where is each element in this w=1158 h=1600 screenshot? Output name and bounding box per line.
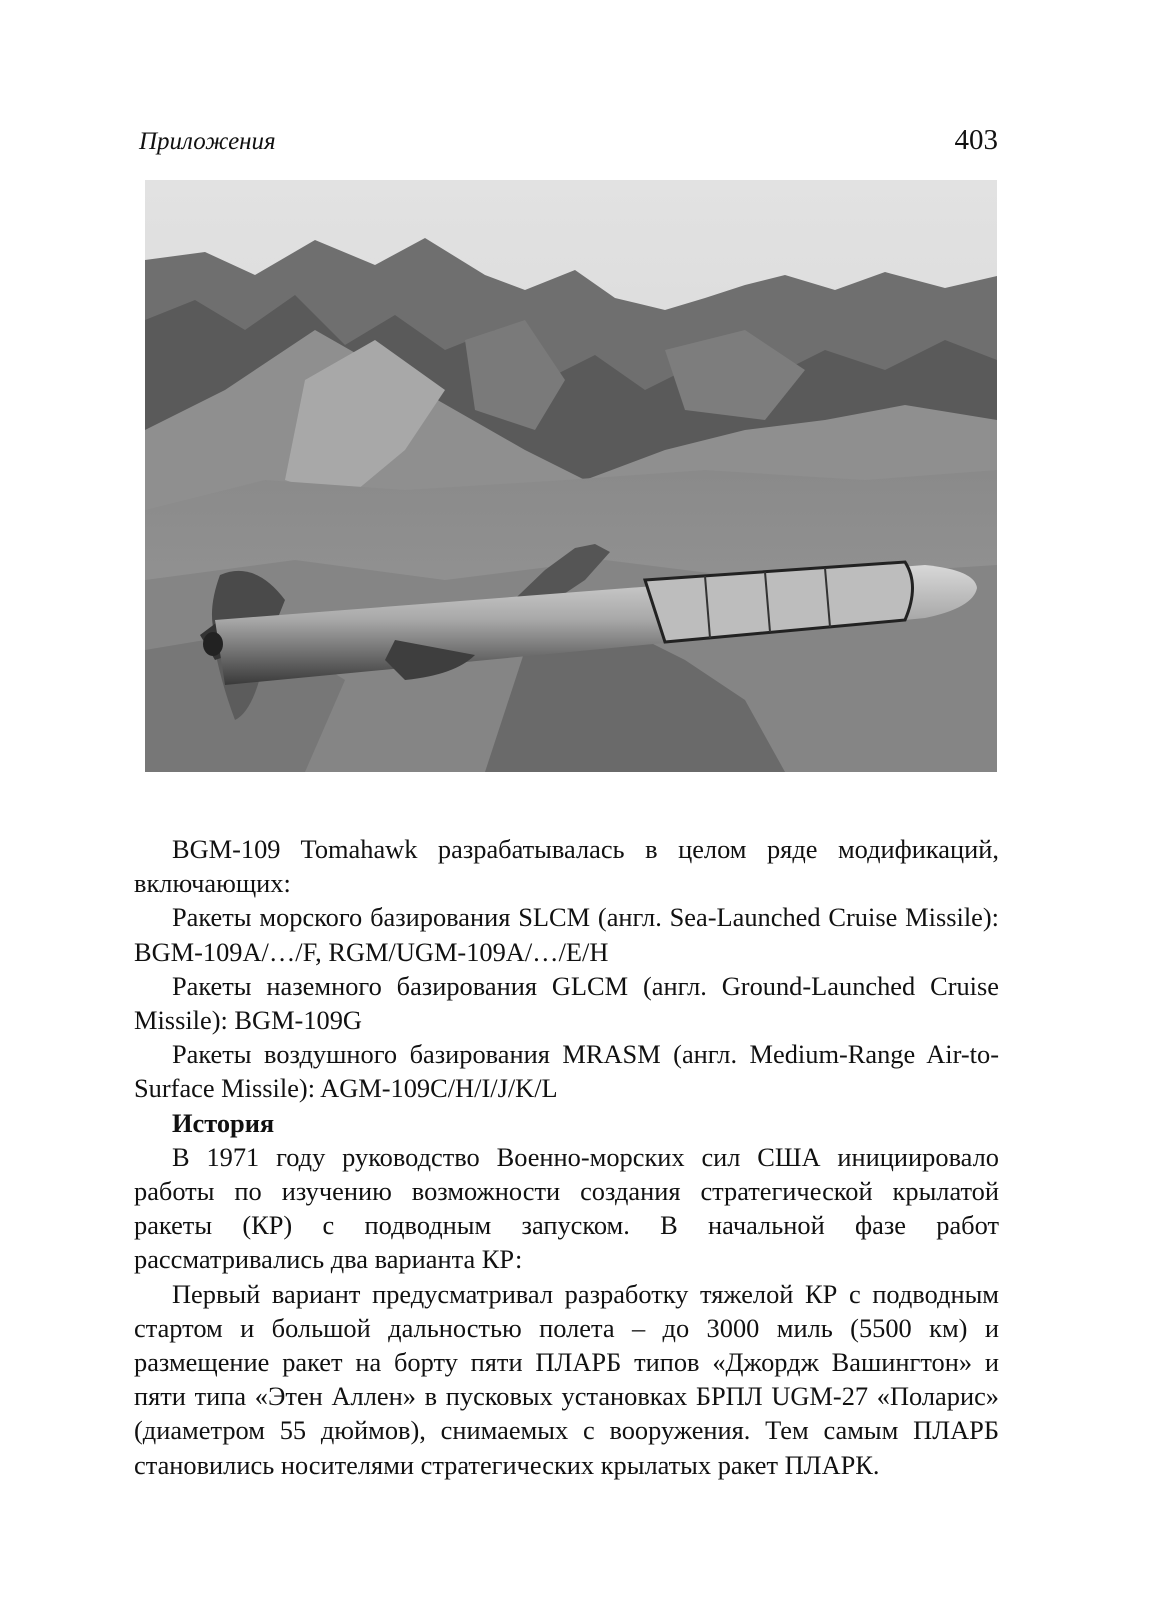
- history-paragraph-2: Первый вариант предусматривал разработку тяжелой КР с подводным стартом и большой дальностью полета – до 3000 миль (5500 км) и размещение ракет на борту пяти ПЛАРБ типов «Джордж Вашингтон» и пяти типа «Этен Аллен» в пусковых установках БРПЛ UGM-27 «Поларис» (диаметром 55 дюймов), снимаемых с вооружения. Тем самым ПЛАРБ становились носителями стратегических крылатых ракет ПЛАРК.: [134, 1278, 999, 1480]
- running-head: [139, 124, 998, 168]
- intro-paragraph: BGM-109 Tomahawk разрабатывалась в целом ряде модификаций, включающих:: [134, 834, 999, 899]
- section-title: Приложения: [139, 128, 276, 155]
- variant-mrasm: Ракеты воздушного базирования MRASM (англ. Medium-Range Air-to-Surface Missile): AGM-109C/H/I/J/K/L: [134, 1039, 999, 1104]
- variant-slcm: Ракеты морского базирования SLCM (англ. Sea-Launched Cruise Missile): BGM-109A/…/F, RGM/UGM-109A/…/E/H: [134, 902, 999, 967]
- history-heading: История: [172, 1107, 275, 1138]
- history-paragraph-1: В 1971 году руководство Военно-морских сил США инициировало работы по изучению возможности создания стратегической крылатой ракеты (КР) с подводным запуском. В начальной фазе работ рассматривались два варианта КР:: [134, 1141, 999, 1275]
- article-body: [134, 832, 999, 1482]
- variant-glcm: Ракеты наземного базирования GLCM (англ. Ground-Launched Cruise Missile): BGM-109G: [134, 970, 999, 1036]
- page-number: 403: [954, 124, 998, 156]
- cruise-missile-photo: [145, 180, 997, 772]
